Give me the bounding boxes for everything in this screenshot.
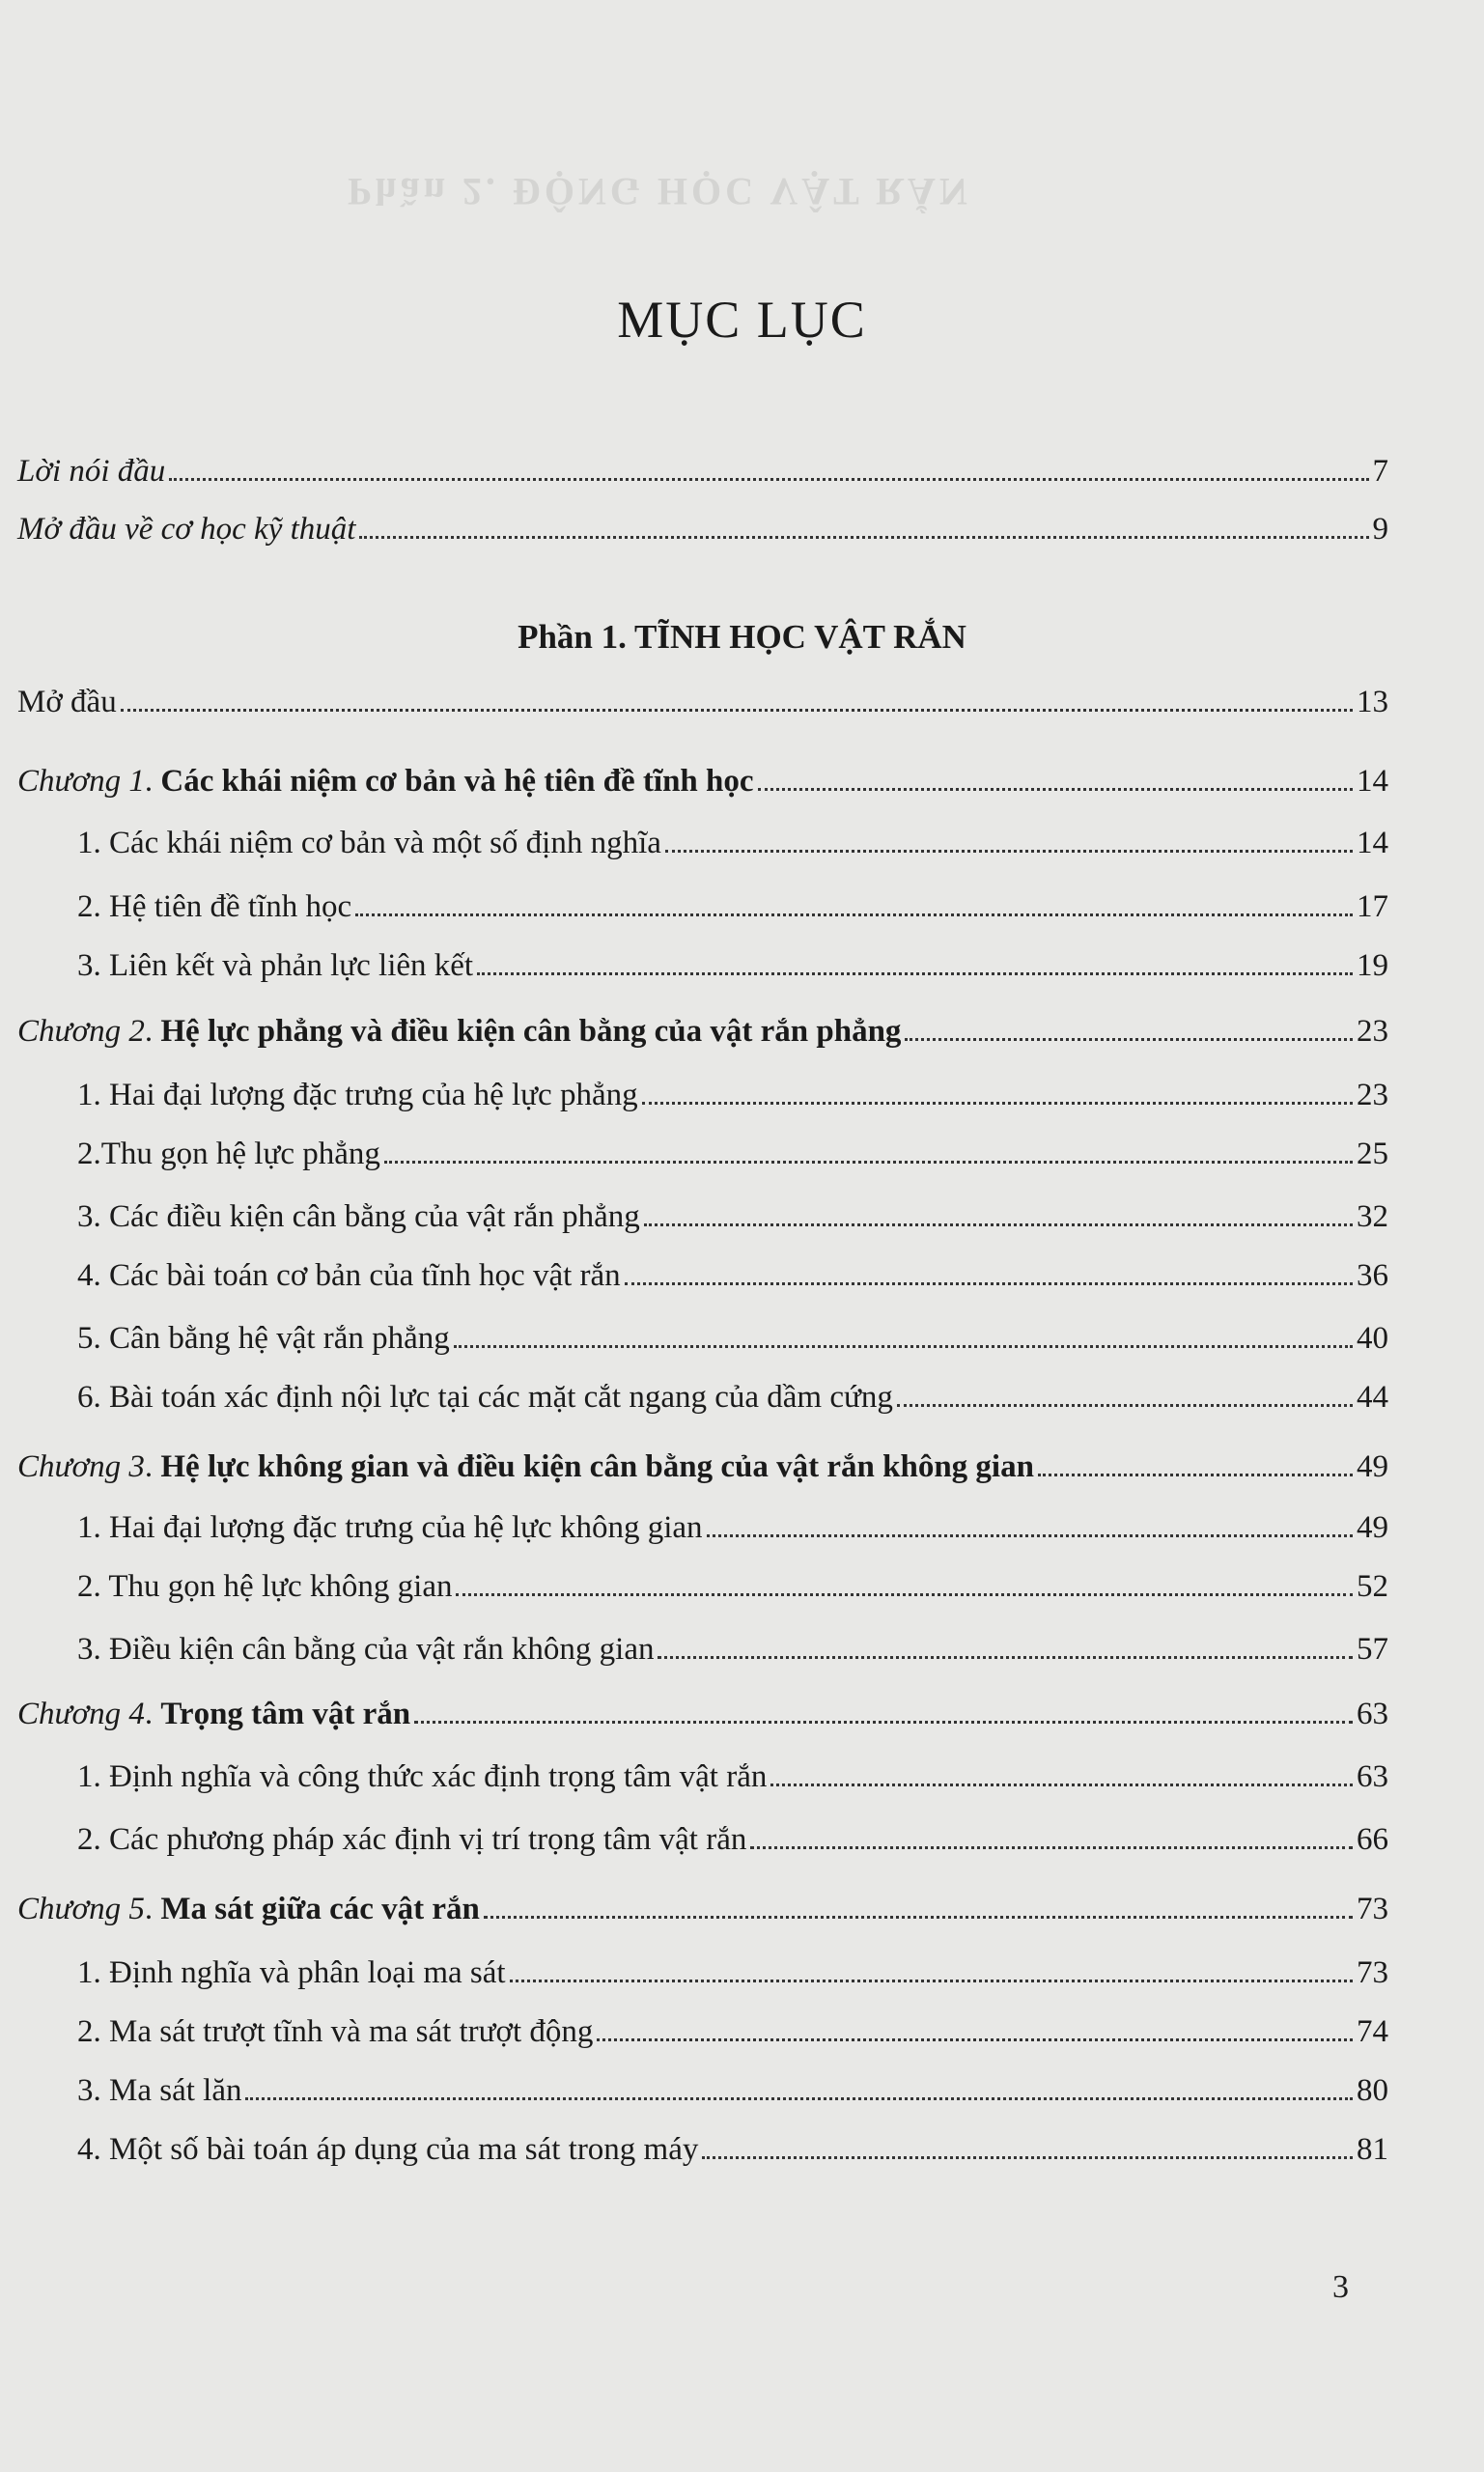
leader-dots — [477, 972, 1353, 975]
toc-section[interactable] — [77, 885, 1388, 928]
chapter-prefix: Chương 4 — [17, 1697, 145, 1731]
toc-page: 14 — [1357, 826, 1388, 860]
toc-page: 57 — [1357, 1632, 1388, 1667]
toc-section[interactable] — [77, 1133, 1388, 1175]
leader-dots — [484, 1916, 1353, 1919]
leader-dots — [454, 1345, 1353, 1348]
toc-page: 25 — [1357, 1137, 1388, 1171]
toc-chapter-2[interactable]: Chương 2. Hệ lực phẳng và điều kiện cân bằng của vật rắn phẳng 23 — [17, 1010, 1388, 1053]
toc-label: 3. Các điều kiện cân bằng của vật rắn phẳng — [77, 1199, 640, 1234]
toc-section[interactable] — [77, 1756, 1388, 1798]
toc-label: 4. Một số bài toán áp dụng của ma sát trong máy — [77, 2132, 699, 2167]
toc-chapter-1[interactable]: Chương 1. Các khái niệm cơ bản và hệ tiên đề tĩnh học 14 — [17, 760, 1388, 802]
leader-dots — [169, 478, 1368, 481]
toc-label: 4. Các bài toán cơ bản của tĩnh học vật rắn — [77, 1258, 621, 1293]
toc-section[interactable] — [77, 2128, 1388, 2171]
toc-label: 2. Hệ tiên đề tĩnh học — [77, 889, 352, 924]
toc-page: 49 — [1357, 1510, 1388, 1545]
leader-dots — [121, 709, 1353, 712]
toc-label: 5. Cân bằng hệ vật rắn phẳng — [77, 1321, 450, 1356]
leader-dots — [770, 1784, 1353, 1786]
toc-chapter-4[interactable]: Chương 4. Trọng tâm vật rắn 63 — [17, 1693, 1388, 1735]
toc-page: 17 — [1357, 889, 1388, 924]
leader-dots — [245, 2097, 1353, 2100]
leader-dots — [758, 788, 1353, 791]
toc-page: 14 — [1357, 764, 1388, 799]
toc-label: 3. Ma sát lăn — [77, 2073, 242, 2108]
chapter-prefix: Chương 2 — [17, 1014, 145, 1049]
chapter-title: Hệ lực phẳng và điều kiện cân bằng của vật rắn phẳng — [160, 1014, 902, 1049]
leader-dots — [644, 1223, 1353, 1226]
toc-row-part-intro[interactable] — [17, 681, 1388, 723]
toc-section[interactable] — [77, 822, 1388, 864]
leader-dots — [1038, 1474, 1353, 1476]
toc-section[interactable] — [77, 1254, 1388, 1297]
toc-label: Lời nói đầu — [17, 454, 166, 489]
toc-section[interactable] — [77, 1317, 1388, 1360]
toc-label: 1. Hai đại lượng đặc trưng của hệ lực không gian — [77, 1510, 703, 1545]
toc-section[interactable] — [77, 2069, 1388, 2112]
toc-label: 6. Bài toán xác định nội lực tại các mặt cắt ngang của dầm cứng — [77, 1380, 893, 1415]
leader-dots — [665, 850, 1353, 853]
chapter-prefix: Chương 3 — [17, 1449, 145, 1484]
toc-page: 13 — [1357, 685, 1388, 719]
page-title: MỤC LỤC — [617, 291, 867, 349]
chapter-title: Hệ lực không gian và điều kiện cân bằng của vật rắn không gian — [160, 1449, 1034, 1484]
toc-page: 49 — [1357, 1449, 1388, 1484]
toc-page: 80 — [1357, 2073, 1388, 2108]
toc-page: 81 — [1357, 2132, 1388, 2167]
part-heading: Phần 1. TĨNH HỌC VẬT RẮN — [518, 618, 966, 656]
bleed-through-text: Phần 2. ĐỘNG HỌC VẬT RẮN — [348, 170, 971, 213]
toc-section[interactable] — [77, 1952, 1388, 1994]
toc-label: 2. Ma sát trượt tĩnh và ma sát trượt động — [77, 2014, 594, 2049]
leader-dots — [355, 913, 1353, 916]
leader-dots — [359, 536, 1368, 539]
leader-dots — [750, 1846, 1353, 1849]
toc-page: 73 — [1357, 1892, 1388, 1926]
toc-page: 73 — [1357, 1955, 1388, 1990]
toc-row-preface[interactable] — [17, 450, 1388, 492]
chapter-prefix: Chương 5 — [17, 1892, 145, 1926]
toc-page: 44 — [1357, 1380, 1388, 1415]
toc-page: 36 — [1357, 1258, 1388, 1293]
toc-page: 9 — [1372, 512, 1388, 547]
leader-dots — [625, 1282, 1353, 1285]
leader-dots — [707, 1534, 1353, 1537]
toc-section[interactable] — [77, 1074, 1388, 1116]
leader-dots — [414, 1721, 1353, 1724]
toc-page: 63 — [1357, 1759, 1388, 1794]
toc-row-mechanics-intro[interactable] — [17, 508, 1388, 550]
toc-section[interactable] — [77, 1506, 1388, 1549]
toc-section[interactable] — [77, 1376, 1388, 1419]
toc-section[interactable] — [77, 1195, 1388, 1238]
leader-dots — [642, 1102, 1353, 1105]
toc-page: 52 — [1357, 1569, 1388, 1604]
toc-page: 19 — [1357, 948, 1388, 983]
toc-section[interactable] — [77, 944, 1388, 987]
chapter-title: Ma sát giữa các vật rắn — [160, 1892, 480, 1926]
chapter-title: Trọng tâm vật rắn — [160, 1697, 411, 1731]
toc-section[interactable] — [77, 1628, 1388, 1671]
toc-label: 2. Các phương pháp xác định vị trí trọng tâm vật rắn — [77, 1822, 747, 1857]
leader-dots — [510, 1980, 1353, 1982]
toc-label: Mở đầu về cơ học kỹ thuật — [17, 512, 356, 547]
toc-section[interactable] — [77, 1565, 1388, 1608]
toc-page: 66 — [1357, 1822, 1388, 1857]
toc-page: 63 — [1357, 1697, 1388, 1731]
toc-chapter-3[interactable]: Chương 3. Hệ lực không gian và điều kiện cân bằng của vật rắn không gian 49 — [17, 1446, 1388, 1488]
toc-label: 1. Định nghĩa và công thức xác định trọng tâm vật rắn — [77, 1759, 768, 1794]
toc-label: 1. Các khái niệm cơ bản và một số định nghĩa — [77, 826, 661, 860]
toc-section[interactable] — [77, 1818, 1388, 1861]
toc-label: 1. Định nghĩa và phân loại ma sát — [77, 1955, 506, 1990]
leader-dots — [597, 2038, 1353, 2041]
chapter-title: Các khái niệm cơ bản và hệ tiên đề tĩnh học — [160, 764, 754, 799]
toc-label: 1. Hai đại lượng đặc trưng của hệ lực phẳng — [77, 1078, 638, 1112]
leader-dots — [658, 1656, 1353, 1659]
toc-chapter-5[interactable]: Chương 5. Ma sát giữa các vật rắn 73 — [17, 1888, 1388, 1930]
toc-page: 23 — [1357, 1014, 1388, 1049]
toc-label: Mở đầu — [17, 685, 117, 719]
toc-page: 32 — [1357, 1199, 1388, 1234]
toc-page: 40 — [1357, 1321, 1388, 1356]
toc-page: 23 — [1357, 1078, 1388, 1112]
chapter-prefix: Chương 1 — [17, 764, 145, 799]
toc-label: 2.Thu gọn hệ lực phẳng — [77, 1137, 380, 1171]
toc-page: 7 — [1372, 454, 1388, 489]
leader-dots — [702, 2156, 1353, 2159]
toc-label: 3. Liên kết và phản lực liên kết — [77, 948, 474, 983]
leader-dots — [384, 1161, 1353, 1164]
leader-dots — [456, 1593, 1353, 1596]
page-number: 3 — [1332, 2269, 1349, 2305]
leader-dots — [905, 1038, 1353, 1041]
toc-page: 74 — [1357, 2014, 1388, 2049]
toc-section[interactable] — [77, 2010, 1388, 2053]
toc-label: 3. Điều kiện cân bằng của vật rắn không gian — [77, 1632, 655, 1667]
toc-label: 2. Thu gọn hệ lực không gian — [77, 1569, 453, 1604]
leader-dots — [897, 1404, 1353, 1407]
